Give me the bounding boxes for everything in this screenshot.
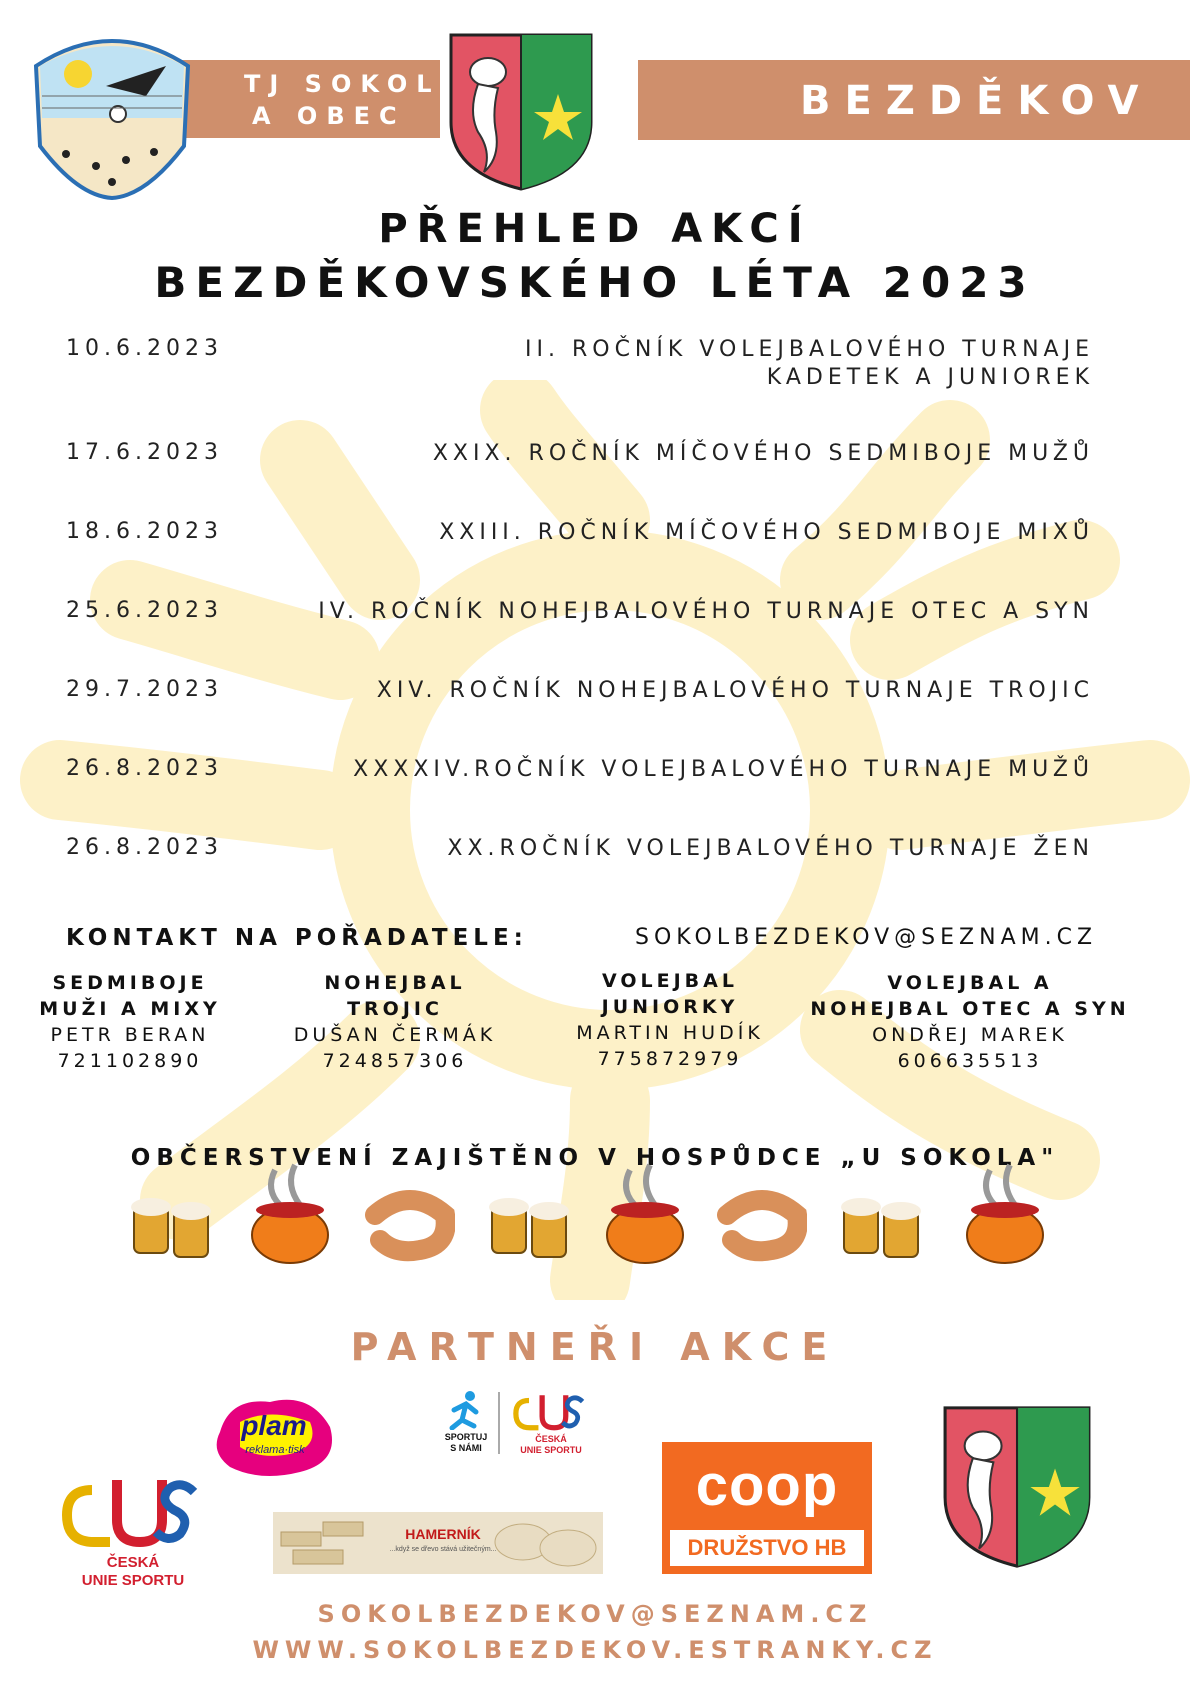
contact-name: PETR BERAN [50,1024,210,1046]
beer-mugs-icon [486,1185,576,1265]
footer-email[interactable]: SOKOLBEZDEKOV@SEZNAM.CZ [317,1600,873,1628]
page-title-line-1: PŘEHLED AKCÍ [378,206,812,252]
goulash-pot-icon [600,1160,690,1270]
event-name-line-1: II. ROČNÍK VOLEJBALOVÉHO TURNAJE [525,337,1094,362]
goulash-pot-icon [245,1160,335,1270]
bezdekov-coat-of-arms [942,1400,1092,1574]
sportuj-cus-line-2: UNIE SPORTU [520,1445,582,1455]
event-name: IV. ROČNÍK NOHEJBALOVÉHO TURNAJE OTEC A SYN [318,599,1094,624]
contact-role-line-1: VOLEJBAL A [887,972,1053,994]
event-date: 26.8.2023 [66,835,223,860]
contact-person [800,970,1140,1074]
contact-email[interactable]: SOKOLBEZDEKOV@SEZNAM.CZ [635,925,1098,950]
beer-mugs-icon [128,1185,218,1265]
org-line-1: TJ SOKOL [244,70,441,98]
event-date: 10.6.2023 [66,336,223,361]
sausage-icon [717,1185,807,1265]
bezdekov-coat-of-arms [448,32,594,192]
contact-person [550,968,790,1072]
contact-role-line-1: SEDMIBOJE [52,972,208,994]
coop-logo-subtext: DRUŽSTVO HB [670,1530,864,1566]
org-line-2: A OBEC [252,102,406,130]
event-date: 25.6.2023 [66,598,223,623]
contact-name: DUŠAN ČERMÁK [293,1024,497,1046]
refreshments-note: OBČERSTVENÍ ZAJIŠTĚNO V HOSPŮDCE „U SOKOLA" [130,1145,1060,1171]
page-title-line-2: BEZDĚKOVSKÉHO LÉTA 2023 [154,258,1036,307]
sportuj-line-2: S NÁMI [450,1443,482,1453]
event-name: XXIX. ROČNÍK MÍČOVÉHO SEDMIBOJE MUŽŮ [432,441,1094,466]
contact-person [30,970,230,1074]
cus-logo-line-1: ČESKÁ [106,1554,160,1571]
event-date: 29.7.2023 [66,677,223,702]
event-date: 18.6.2023 [66,519,223,544]
contact-role-line-1: VOLEJBAL [602,970,738,992]
event-date: 17.6.2023 [66,440,223,465]
hamernik-name: HAMERNÍK [405,1526,481,1542]
contact-person [270,970,520,1074]
sportuj-cus-line-1: ČESKÁ [535,1434,567,1444]
plam-logo-text: plam [241,1410,307,1441]
contact-role-line-2: MUŽI A MIXY [39,998,221,1020]
contact-role-line-2: JUNIORKY [601,996,739,1018]
event-name: XXXXIV.ROČNÍK VOLEJBALOVÉHO TURNAJE MUŽŮ [353,757,1094,782]
sportuj-line-1: SPORTUJ [444,1432,488,1442]
contact-role-line-2: TROJIC [347,998,443,1020]
contact-name: ONDŘEJ MAREK [872,1024,1068,1046]
contact-role-line-1: NOHEJBAL [324,972,466,994]
event-date: 26.8.2023 [66,756,223,781]
plam-logo-subtext: reklama·tisk [245,1444,305,1456]
hamernik-logo [273,1512,603,1574]
goulash-pot-icon [960,1160,1050,1270]
contact-phone[interactable]: 606635513 [897,1050,1043,1072]
contact-role-line-2: NOHEJBAL OTEC A SYN [810,998,1130,1020]
coop-logo [662,1442,872,1574]
cus-logo [58,1470,218,1600]
contact-phone[interactable]: 775872979 [597,1048,743,1070]
contact-phone[interactable]: 724857306 [322,1050,468,1072]
org-name [244,68,441,132]
running-person-icon [446,1390,486,1430]
sportuj-s-nami-logo [440,1390,610,1460]
partners-heading: PARTNEŘI AKCE [350,1325,840,1369]
beer-mugs-icon [838,1185,928,1265]
hamernik-slogan: ...když se dřevo stává užitečným... [389,1546,497,1553]
contact-name: MARTIN HUDÍK [576,1022,764,1044]
contact-heading: KONTAKT NA POŘADATELE: [66,925,528,951]
event-name: XXIII. ROČNÍK MÍČOVÉHO SEDMIBOJE MIXŮ [439,520,1094,545]
event-name [274,336,1094,392]
plam-logo [210,1392,340,1482]
event-name-line-2: KADETEK A JUNIOREK [766,365,1094,390]
town-name: BEZDĚKOV [800,78,1153,124]
coop-logo-text: coop [695,1453,839,1518]
event-name: XX.ROČNÍK VOLEJBALOVÉHO TURNAJE ŽEN [447,836,1094,861]
sausage-icon [365,1185,455,1265]
contact-phone[interactable]: 721102890 [57,1050,203,1072]
footer-website[interactable]: WWW.SOKOLBEZDEKOV.ESTRANKY.CZ [252,1636,938,1664]
sokol-club-logo [26,26,198,202]
event-name: XIV. ROČNÍK NOHEJBALOVÉHO TURNAJE TROJIC [376,678,1094,703]
cus-logo-line-2: UNIE SPORTU [81,1572,185,1589]
